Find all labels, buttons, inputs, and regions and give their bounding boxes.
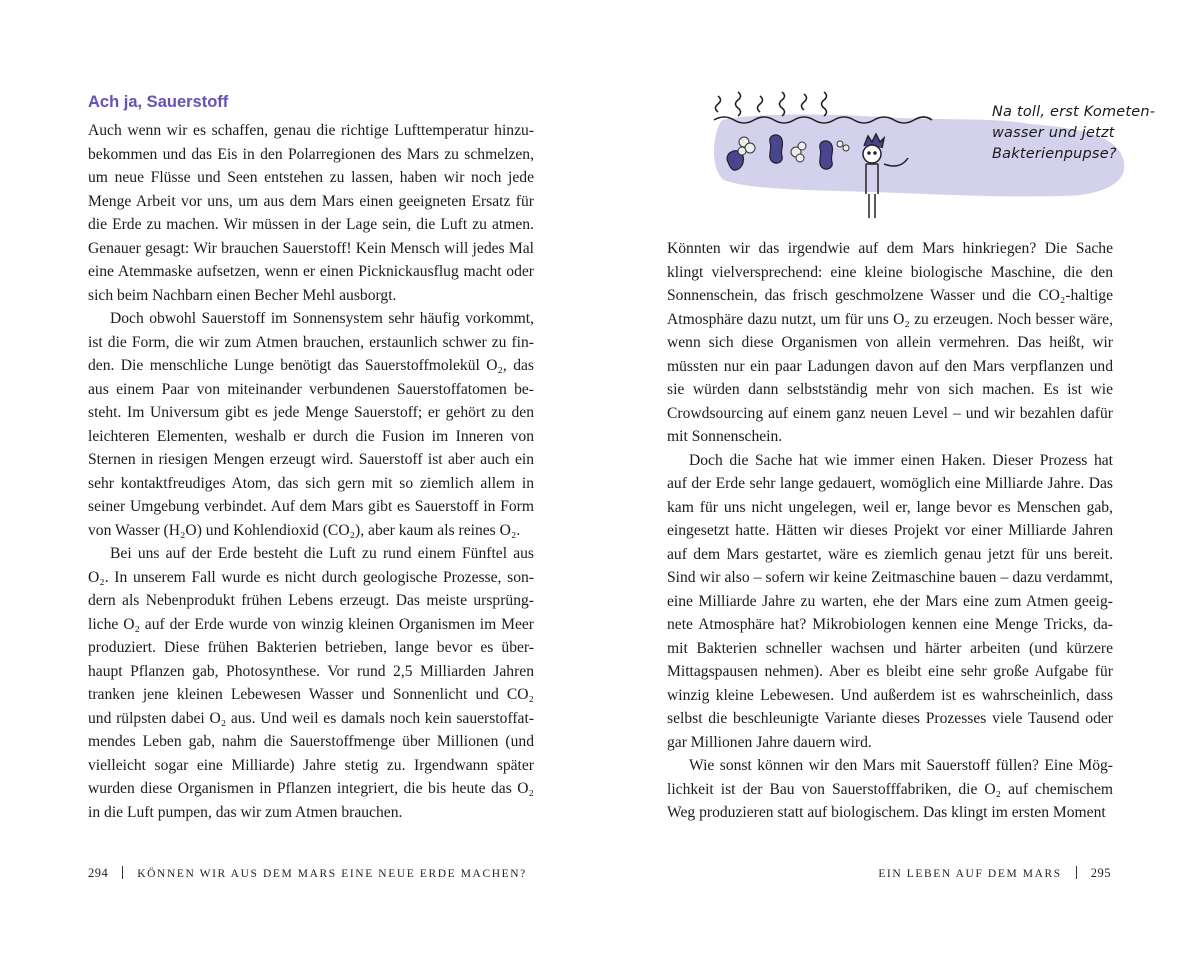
speech-line: Na toll, erst Kometen- <box>992 104 1156 120</box>
paragraph <box>88 307 534 542</box>
text-line: dern als Nebenprodukt frühen Lebens erzeugt. Das meiste ursprüng- <box>88 592 534 609</box>
text-line: bekommen und das Eis in den Polarregionen des Mars zu schmelzen, <box>88 145 534 163</box>
text-line: leichteren Elementen, weshalb er durch die Fusion im Inneren von <box>88 427 534 445</box>
text-line: Genauer gesagt: Wir brauchen Sauerstoff! Kein Mensch will jedes Mal <box>88 239 534 257</box>
text-line: winzig kleine Lebewesen. Und außerdem ist es wahrscheinlich, dass <box>667 686 1113 704</box>
text-line: sie würden dann selbstständig mehr von sich machen. Es ist wie <box>667 381 1113 398</box>
text-line: eingesetzt hatte. Hätten wir dieses Projekt vor einer Milliarde Jahren <box>667 522 1113 539</box>
speech-line: wasser und jetzt <box>992 125 1115 141</box>
text-line: Doch obwohl Sauerstoff im Sonnensystem sehr häufig vorkommt, <box>110 310 534 327</box>
text-line: auf der Erde sehr lange gedauert, womöglich eine Milliarde Jahre. Das <box>667 475 1113 492</box>
left-footer <box>88 866 527 881</box>
text-line: Auch wenn wir es schaffen, genau die richtige Lufttemperatur hinzu- <box>88 122 534 139</box>
paragraph <box>88 542 534 824</box>
footer-separator <box>1076 866 1077 879</box>
text-line: gar Millionen Jahre dauern wird. <box>667 733 872 751</box>
text-line: um neue Flüsse und Seen entstehen zu lassen, haben wir noch jede <box>88 169 534 186</box>
text-line: Menge Arbeit vor uns, um aus dem Mars einen geeigneten Ersatz für <box>88 192 534 210</box>
paragraph <box>667 449 1113 755</box>
text-line: Sternen in riesigen Mengen erzeugt wird. Sauerstoff ist aber auch ein <box>88 451 534 468</box>
text-line: selbst die beschleunigte Variante dieses Prozesses viele Tausend oder <box>667 710 1113 727</box>
text-line: tranken jene kleinen Lebewesen Wasser und Sonnenlicht und CO₂ <box>88 686 534 703</box>
text-line: produziert. Diese frühen Bakterien betrieben, lange bevor es über- <box>88 639 534 656</box>
text-line: Könnten wir das irgendwie auf dem Mars hinkriegen? Die Sache <box>667 240 1113 257</box>
text-line: haupt Pflanzen gab, Photosynthese. Vor rund 2,5 Milliarden Jahren <box>88 662 534 680</box>
text-line: ist die Form, die wir zum Atmen brauchen, erstaunlich schwer zu fin- <box>88 333 534 351</box>
text-line: Sind wir also – sofern wir keine Zeitmaschine bauen – dazu verdammt, <box>667 569 1113 586</box>
speech-bubble-text <box>992 102 1192 165</box>
text-line: liche O₂ auf der Erde wurde von winzig kleinen Organismen im Meer <box>88 615 534 633</box>
text-line: Mittagspausen nehmen). Aber es bleibt eine sehr große Aufgabe für <box>667 663 1113 680</box>
text-line: von Wasser (H₂O) und Kohlendioxid (CO₂), aber kaum als reines O₂. <box>88 521 521 539</box>
left-body-text <box>88 119 534 824</box>
text-line: sich beim Nachbarn einen Becher Mehl ausborgt. <box>88 286 397 304</box>
text-line: die Erde zu machen. Wir müssen in der Lage sein, die Luft zu atmen. <box>88 216 534 233</box>
text-line: O₂. In unserem Fall wurde es nicht durch geologische Prozesse, son- <box>88 568 534 586</box>
right-body-text <box>667 237 1113 825</box>
text-line: Atmosphäre dazu nutzt, um für uns O₂ zu erzeugen. Noch besser wäre, <box>667 310 1113 328</box>
text-line: Doch die Sache hat wie immer einen Haken. Dieser Prozess hat <box>689 451 1113 469</box>
text-line: eine Atemmaske aufsetzen, wenn er einen Picknickausflug macht oder <box>88 263 534 280</box>
text-line: Wie sonst können wir den Mars mit Sauerstoff füllen? Eine Mög- <box>689 757 1113 774</box>
text-line: kam für uns nicht ungelegen, weil er, lange bevor es Menschen gab, <box>667 498 1113 516</box>
text-line: sehr kontaktfreudiges Atom, das sich gern mit so ziemlich allem in <box>88 474 534 492</box>
running-title: EIN LEBEN AUF DEM MARS <box>878 868 1062 880</box>
running-title: KÖNNEN WIR AUS DEM MARS EINE NEUE ERDE MACHEN? <box>137 868 527 880</box>
paragraph <box>88 119 534 307</box>
text-line: Bei uns auf der Erde besteht die Luft zu rund einem Fünftel aus <box>110 545 534 562</box>
text-line: Weg produzieren statt auf biologischem. Das klingt im ersten Moment <box>667 804 1106 821</box>
right-page <box>600 0 1200 956</box>
text-line: nete Atmosphäre hat? Mikrobiologen kennen eine Menge Tricks, da- <box>667 616 1113 633</box>
text-line: mendes Leben gab, nahm die Sauerstoffmenge über Millionen (und <box>88 733 534 750</box>
text-line: müssten nur ein paar Ladungen davon auf den Mars verpflanzen und <box>667 357 1113 375</box>
text-line: vielleicht sogar eine Milliarde) Jahre stetig zu. Irgendwann später <box>88 756 534 774</box>
text-line: in die Luft pumpen, das wir zum Atmen brauchen. <box>88 803 403 821</box>
speech-line: Bakterienpupse? <box>992 146 1117 162</box>
paragraph <box>667 754 1113 825</box>
text-line: mit Bakterien schneller wachsen und härter arbeiten (und kürzere <box>667 639 1113 657</box>
text-line: seiner Umgebung verbindet. Auf dem Mars gibt es Sauerstoff in Form <box>88 498 534 515</box>
paragraph <box>667 237 1113 449</box>
text-line: klingt vielversprechend: eine kleine biologische Maschine, die den <box>667 263 1113 281</box>
text-line: den. Die menschliche Lunge benötigt das Sauerstoffmolekül O₂, das <box>88 357 534 374</box>
text-line: auf dem Mars gestartet, wäre es ziemlich genau jetzt für uns bereit. <box>667 545 1113 563</box>
text-line: wurden diese Organismen in Pflanzen integriert, die bis heute das O₂ <box>88 780 534 797</box>
text-line: eine Milliarde Jahre zu warten, ehe der Mars eine zum Atmen geeig- <box>667 592 1113 610</box>
page-number: 295 <box>1090 866 1111 880</box>
text-line: mit Sonnenschein. <box>667 428 783 445</box>
page-number: 294 <box>88 866 109 880</box>
text-line: wenn sich diese Organismen von allein vermehren. Das heißt, wir <box>667 334 1113 351</box>
cartoon-illustration <box>700 84 1156 224</box>
text-line: Crowdsourcing auf einem ganz neuen Level – und wir bezahlen dafür <box>667 404 1113 422</box>
right-footer <box>878 866 1111 881</box>
steam-squiggles <box>716 92 827 116</box>
text-line: aus einem Paar von miteinander verbundenen Sauerstoffatomen be- <box>88 380 534 398</box>
section-heading: Ach ja, Sauerstoff <box>88 93 229 111</box>
text-line: und rülpsten dabei O₂ aus. Und weil es damals noch kein sauerstoffat- <box>88 709 534 727</box>
text-line: lichkeit ist der Bau von Sauerstofffabriken, die O₂ auf chemischem <box>667 780 1113 798</box>
text-line: steht. Im Universum gibt es jede Menge Sauerstoff; er gehört zu den <box>88 404 534 421</box>
text-line: Sonnenschein, das frisch geschmolzene Wasser und die CO₂-haltige <box>667 287 1113 304</box>
footer-separator <box>122 866 123 879</box>
